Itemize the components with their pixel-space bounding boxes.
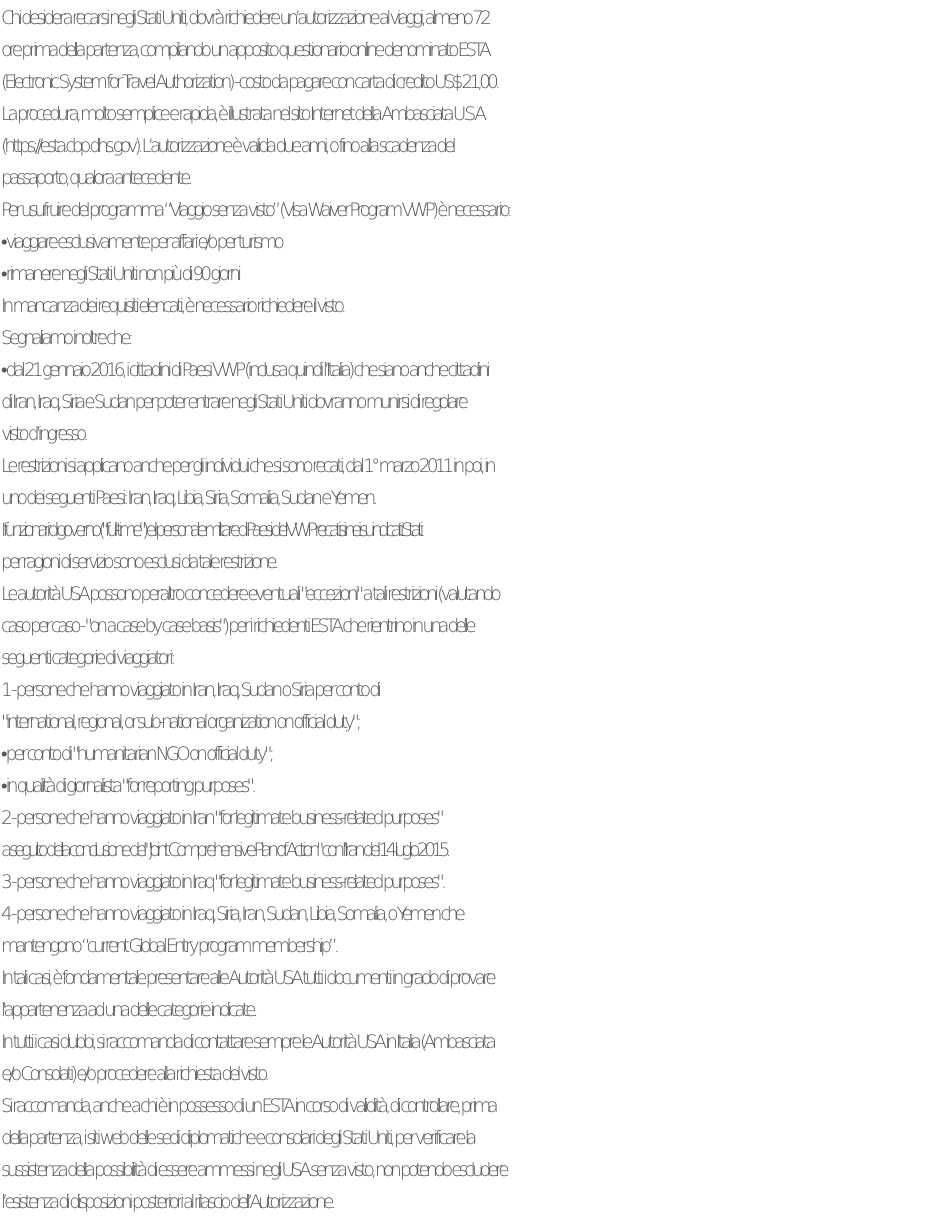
text-line: visto d’ingresso.: [1, 424, 86, 445]
text-line: Si raccomanda, anche a chi è in possesso di un ESTA in corso di validità, di controllare, prima: [1, 1096, 495, 1117]
category-item: 4 - persone che hanno viaggiato in Iraq, Siria, Iran, Sudan, Libia, Somalia, o Yemen che: [1, 904, 463, 925]
list-item: • in qualità di giornalista "for reporting purposes".: [1, 776, 254, 797]
text-line: In tali casi, è fondamentale presentare alle Autorità USA tutti i documenti in grado di provare: [1, 968, 493, 989]
category-item: 2 - persone che hanno viaggiato in Iran "for legitimate business-related purposes": [1, 808, 441, 829]
list-item: • dal 21 gennaio 2016, i cittadini di Paesi VWP (inclusa quindi l’Italia) che siano anche cittadini: [1, 360, 488, 381]
text-line: passaporto, qualora antecedente.: [1, 168, 190, 189]
text-line: a seguito della conclusione del "Joint Comprehensive Plan of Action" con l’Iran del 14 luglio 2015.: [1, 840, 448, 861]
text-line: per ragioni di servizio sono esclusi da tale restrizione.: [1, 552, 276, 573]
category-item: 1 - persone che hanno viaggiato in Iran, Iraq, Sudan o Siria per conto di: [1, 680, 379, 701]
text-line: l’esistenza di disposizioni posteriori al rilascio dell’Autorizzazione.: [1, 1192, 333, 1213]
text-line: mantengono “current Global Entry program membership”.: [1, 936, 336, 957]
text-line: l'appartenenza ad una delle categorie indicate.: [1, 1000, 255, 1021]
text-line: della partenza, i siti web delle sedi diplomatiche e consolari degli Stati Uniti, per verificare la: [1, 1128, 474, 1149]
text-line: (Electronic System for Travel Authorization) - costo da pagare con carta di credito US$ 21,00.: [1, 72, 497, 93]
text-line: "international, regional, or sub-national organization on official duty";: [1, 712, 359, 733]
text-line: I funzionari di governo ("full-time") e il personale militare di Paesi del VWP recatisi nei suindicati Stati: [1, 520, 420, 541]
category-item: 3 - persone che hanno viaggiato in Iraq "for legitimate business-related purposes".: [1, 872, 443, 893]
text-line: La procedura, molto semplice e rapida, è illustrata nel sito Internet della Ambasciata U.S.A.: [1, 104, 485, 125]
text-line: Segnaliamo inoltre che:: [1, 328, 130, 349]
text-line: (https://esta.cbp.dhs.gov). L’autorizzazione è valida due anni, o fino alla scadenza del: [1, 136, 453, 157]
text-line: uno dei seguenti Paesi: Iran, Iraq, Libia, Siria, Somalia, Sudan e Yemen.: [1, 488, 375, 509]
text-line: seguenti categorie di viaggiatori:: [1, 648, 173, 669]
text-line: di Iran, Iraq, Siria e Sudan per poter entrare negli Stati Uniti dovranno munirsi di regolare: [1, 392, 466, 413]
list-item: • per conto di "humanitarian NGO on official duty";: [1, 744, 271, 765]
text-line: Chi desidera recarsi negli Stati Uniti, dovrà richiedere un’autorizzazione al viaggi, almeno 72: [1, 8, 488, 29]
text-line: ore prima della partenza, compilando un apposito questionario online denominato ESTA: [1, 40, 488, 61]
text-line: caso per caso - "on a case by case basis") per i richiedenti ESTA che rientrino in una delle: [1, 616, 473, 637]
text-line: e/o Consolati) e/o procedere alla richiesta del visto.: [1, 1064, 267, 1085]
text-line: sussistenza della possibilità di essere ammessi negli USA senza visto, non potendo escludere: [1, 1160, 506, 1181]
text-line: Le restrizioni si applicano anche per gli individui che si sono recati, dal 1° marzo 2011 in poi, in: [1, 456, 493, 477]
list-item: • viaggiare esclusivamente per affari e/o per turismo: [1, 232, 281, 253]
text-line: Le autorità USA possono peraltro concedere eventuali "eccezioni" a tali restrizioni (valutando: [1, 584, 498, 605]
text-line: In mancanza dei requisiti elencati, è necessario richiedere il visto.: [1, 296, 343, 317]
text-line: Per usufruire del programma “Viaggio senza visto” (Visa Waiver Program VWP) è necessario:: [1, 200, 510, 221]
text-line: In tutti i casi dubbi, si raccomanda di contattare sempre le Autorità USA in Italia (Ambasciata: [1, 1032, 494, 1053]
list-item: • rimanere negli Stati Uniti non più di 90 giorni: [1, 264, 239, 285]
